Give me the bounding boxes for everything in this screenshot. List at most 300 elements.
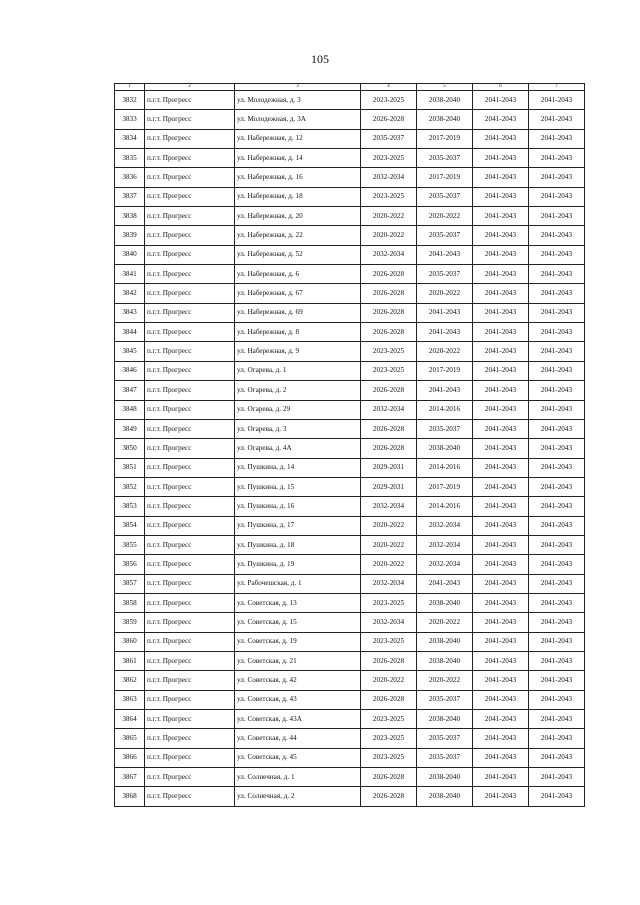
row-number: 3847	[115, 381, 145, 400]
settlement-cell: п.г.т. Прогресс	[145, 516, 235, 535]
settlement-cell: п.г.т. Прогресс	[145, 671, 235, 690]
settlement-cell: п.г.т. Прогресс	[145, 207, 235, 226]
period-cell: 2041-2043	[529, 632, 585, 651]
period-cell: 2029-2031	[361, 477, 417, 496]
period-cell: 2041-2043	[529, 245, 585, 264]
period-cell: 2041-2043	[473, 690, 529, 709]
period-cell: 2023-2025	[361, 729, 417, 748]
row-number: 3843	[115, 303, 145, 322]
row-number: 3860	[115, 632, 145, 651]
period-cell: 2041-2043	[473, 516, 529, 535]
period-cell: 2023-2025	[361, 593, 417, 612]
period-cell: 2041-2043	[417, 323, 473, 342]
address-cell: ул. Пушкина, д. 19	[235, 555, 361, 574]
period-cell: 2041-2043	[473, 574, 529, 593]
period-cell: 2041-2043	[529, 226, 585, 245]
settlement-cell: п.г.т. Прогресс	[145, 245, 235, 264]
table-row	[115, 381, 585, 400]
period-cell: 2041-2043	[529, 129, 585, 148]
settlement-cell: п.г.т. Прогресс	[145, 497, 235, 516]
row-number: 3858	[115, 593, 145, 612]
settlement-cell: п.г.т. Прогресс	[145, 323, 235, 342]
period-cell: 2041-2043	[529, 787, 585, 806]
period-cell: 2014-2016	[417, 458, 473, 477]
table-row	[115, 574, 585, 593]
period-cell: 2041-2043	[473, 265, 529, 284]
period-cell: 2014-2016	[417, 400, 473, 419]
address-cell: ул. Пушкина, д. 14	[235, 458, 361, 477]
row-number: 3864	[115, 710, 145, 729]
period-cell: 2041-2043	[529, 439, 585, 458]
row-number: 3852	[115, 477, 145, 496]
period-cell: 2026-2028	[361, 787, 417, 806]
period-cell: 2041-2043	[529, 110, 585, 129]
period-cell: 2035-2037	[417, 265, 473, 284]
period-cell: 2020-2022	[417, 613, 473, 632]
period-cell: 2041-2043	[417, 381, 473, 400]
row-number: 3834	[115, 129, 145, 148]
row-number: 3846	[115, 361, 145, 380]
period-cell: 2026-2028	[361, 110, 417, 129]
period-cell: 2041-2043	[529, 574, 585, 593]
row-number: 3859	[115, 613, 145, 632]
period-cell: 2032-2034	[361, 400, 417, 419]
address-cell: ул. Советская, д. 13	[235, 593, 361, 612]
period-cell: 2041-2043	[473, 342, 529, 361]
table-row	[115, 516, 585, 535]
period-cell: 2026-2028	[361, 690, 417, 709]
period-cell: 2032-2034	[361, 574, 417, 593]
period-cell: 2020-2022	[361, 516, 417, 535]
table-row	[115, 168, 585, 187]
period-cell: 2041-2043	[529, 497, 585, 516]
row-number: 3853	[115, 497, 145, 516]
row-number: 3848	[115, 400, 145, 419]
period-cell: 2041-2043	[529, 535, 585, 554]
settlement-cell: п.г.т. Прогресс	[145, 129, 235, 148]
period-cell: 2035-2037	[417, 187, 473, 206]
row-number: 3840	[115, 245, 145, 264]
period-cell: 2029-2031	[361, 458, 417, 477]
settlement-cell: п.г.т. Прогресс	[145, 439, 235, 458]
period-cell: 2026-2028	[361, 381, 417, 400]
address-cell: ул. Рабочешская, д. 1	[235, 574, 361, 593]
row-number: 3835	[115, 149, 145, 168]
period-cell: 2041-2043	[529, 516, 585, 535]
period-cell: 2041-2043	[473, 419, 529, 438]
period-cell: 2041-2043	[529, 729, 585, 748]
period-cell: 2041-2043	[473, 768, 529, 787]
period-cell: 2041-2043	[417, 245, 473, 264]
table-row	[115, 729, 585, 748]
row-number: 3851	[115, 458, 145, 477]
period-cell: 2041-2043	[473, 91, 529, 110]
period-cell: 2041-2043	[529, 768, 585, 787]
settlement-cell: п.г.т. Прогресс	[145, 477, 235, 496]
period-cell: 2041-2043	[529, 168, 585, 187]
table-row	[115, 671, 585, 690]
period-cell: 2041-2043	[529, 651, 585, 670]
column-header: 5	[417, 84, 473, 91]
column-header: 2	[145, 84, 235, 91]
period-cell: 2020-2022	[417, 207, 473, 226]
row-number: 3850	[115, 439, 145, 458]
period-cell: 2026-2028	[361, 303, 417, 322]
period-cell: 2041-2043	[473, 439, 529, 458]
period-cell: 2023-2025	[361, 632, 417, 651]
period-cell: 2041-2043	[529, 710, 585, 729]
table-row	[115, 110, 585, 129]
table-row	[115, 400, 585, 419]
period-cell: 2035-2037	[417, 690, 473, 709]
period-cell: 2041-2043	[529, 265, 585, 284]
address-cell: ул. Солнечная, д. 2	[235, 787, 361, 806]
settlement-cell: п.г.т. Прогресс	[145, 651, 235, 670]
period-cell: 2041-2043	[529, 593, 585, 612]
period-cell: 2035-2037	[361, 129, 417, 148]
settlement-cell: п.г.т. Прогресс	[145, 149, 235, 168]
address-cell: ул. Советская, д. 44	[235, 729, 361, 748]
period-cell: 2023-2025	[361, 361, 417, 380]
settlement-cell: п.г.т. Прогресс	[145, 593, 235, 612]
period-cell: 2038-2040	[417, 651, 473, 670]
address-cell: ул. Советская, д. 45	[235, 748, 361, 767]
table-row	[115, 632, 585, 651]
period-cell: 2020-2022	[417, 342, 473, 361]
period-cell: 2041-2043	[529, 671, 585, 690]
column-header: 7	[529, 84, 585, 91]
period-cell: 2020-2022	[361, 555, 417, 574]
period-cell: 2041-2043	[529, 323, 585, 342]
table-row	[115, 651, 585, 670]
settlement-cell: п.г.т. Прогресс	[145, 168, 235, 187]
table-header	[115, 84, 585, 91]
period-cell: 2020-2022	[417, 671, 473, 690]
table-row	[115, 265, 585, 284]
period-cell: 2026-2028	[361, 651, 417, 670]
period-cell: 2017-2019	[417, 129, 473, 148]
row-number: 3844	[115, 323, 145, 342]
row-number: 3867	[115, 768, 145, 787]
period-cell: 2020-2022	[361, 207, 417, 226]
address-cell: ул. Набережная, д. 52	[235, 245, 361, 264]
address-cell: ул. Пушкина, д. 17	[235, 516, 361, 535]
table-row	[115, 207, 585, 226]
address-cell: ул. Огарева, д. 3	[235, 419, 361, 438]
period-cell: 2032-2034	[361, 497, 417, 516]
row-number: 3865	[115, 729, 145, 748]
period-cell: 2041-2043	[529, 342, 585, 361]
period-cell: 2038-2040	[417, 787, 473, 806]
period-cell: 2017-2019	[417, 361, 473, 380]
column-number-row	[115, 84, 585, 91]
period-cell: 2041-2043	[529, 477, 585, 496]
row-number: 3862	[115, 671, 145, 690]
period-cell: 2023-2025	[361, 342, 417, 361]
table-row	[115, 187, 585, 206]
address-cell: ул. Набережная, д. 18	[235, 187, 361, 206]
period-cell: 2041-2043	[473, 303, 529, 322]
period-cell: 2041-2043	[473, 710, 529, 729]
address-cell: ул. Солнечная, д. 1	[235, 768, 361, 787]
address-cell: ул. Набережная, д. 22	[235, 226, 361, 245]
period-cell: 2026-2028	[361, 265, 417, 284]
table-row	[115, 284, 585, 303]
period-cell: 2041-2043	[473, 284, 529, 303]
period-cell: 2041-2043	[473, 110, 529, 129]
address-cell: ул. Набережная, д. 69	[235, 303, 361, 322]
table-row	[115, 748, 585, 767]
period-cell: 2041-2043	[529, 458, 585, 477]
period-cell: 2038-2040	[417, 439, 473, 458]
table-row	[115, 91, 585, 110]
address-cell: ул. Огарева, д. 4А	[235, 439, 361, 458]
table-row	[115, 245, 585, 264]
period-cell: 2023-2025	[361, 187, 417, 206]
table-row	[115, 323, 585, 342]
period-cell: 2026-2028	[361, 284, 417, 303]
table-row	[115, 768, 585, 787]
period-cell: 2041-2043	[529, 361, 585, 380]
period-cell: 2026-2028	[361, 768, 417, 787]
period-cell: 2041-2043	[473, 497, 529, 516]
column-header: 1	[115, 84, 145, 91]
period-cell: 2041-2043	[473, 323, 529, 342]
period-cell: 2032-2034	[361, 245, 417, 264]
row-number: 3836	[115, 168, 145, 187]
address-cell: ул. Молодежная, д. 3А	[235, 110, 361, 129]
column-header: 4	[361, 84, 417, 91]
period-cell: 2023-2025	[361, 710, 417, 729]
period-cell: 2035-2037	[417, 419, 473, 438]
period-cell: 2041-2043	[473, 245, 529, 264]
period-cell: 2041-2043	[529, 303, 585, 322]
settlement-cell: п.г.т. Прогресс	[145, 768, 235, 787]
period-cell: 2038-2040	[417, 632, 473, 651]
address-cell: ул. Пушкина, д. 16	[235, 497, 361, 516]
period-cell: 2041-2043	[529, 381, 585, 400]
address-cell: ул. Советская, д. 42	[235, 671, 361, 690]
table-row	[115, 710, 585, 729]
settlement-cell: п.г.т. Прогресс	[145, 613, 235, 632]
settlement-cell: п.г.т. Прогресс	[145, 690, 235, 709]
period-cell: 2041-2043	[529, 400, 585, 419]
period-cell: 2035-2037	[417, 729, 473, 748]
settlement-cell: п.г.т. Прогресс	[145, 574, 235, 593]
period-cell: 2041-2043	[473, 593, 529, 612]
row-number: 3857	[115, 574, 145, 593]
period-cell: 2041-2043	[529, 207, 585, 226]
table-row	[115, 303, 585, 322]
table-row	[115, 439, 585, 458]
period-cell: 2041-2043	[473, 187, 529, 206]
row-number: 3838	[115, 207, 145, 226]
table-row	[115, 593, 585, 612]
address-cell: ул. Советская, д. 15	[235, 613, 361, 632]
address-cell: ул. Пушкина, д. 15	[235, 477, 361, 496]
settlement-cell: п.г.т. Прогресс	[145, 400, 235, 419]
row-number: 3854	[115, 516, 145, 535]
period-cell: 2038-2040	[417, 593, 473, 612]
period-cell: 2017-2019	[417, 168, 473, 187]
period-cell: 2041-2043	[473, 651, 529, 670]
period-cell: 2041-2043	[473, 168, 529, 187]
table-row	[115, 497, 585, 516]
column-header: 3	[235, 84, 361, 91]
period-cell: 2038-2040	[417, 710, 473, 729]
period-cell: 2041-2043	[473, 632, 529, 651]
settlement-cell: п.г.т. Прогресс	[145, 535, 235, 554]
address-cell: ул. Молодежная, д. 3	[235, 91, 361, 110]
settlement-cell: п.г.т. Прогресс	[145, 419, 235, 438]
period-cell: 2026-2028	[361, 439, 417, 458]
row-number: 3832	[115, 91, 145, 110]
address-cell: ул. Огарева, д. 1	[235, 361, 361, 380]
period-cell: 2041-2043	[529, 419, 585, 438]
settlement-cell: п.г.т. Прогресс	[145, 342, 235, 361]
period-cell: 2041-2043	[529, 748, 585, 767]
settlement-cell: п.г.т. Прогресс	[145, 458, 235, 477]
address-cell: ул. Огарева, д. 2	[235, 381, 361, 400]
settlement-cell: п.г.т. Прогресс	[145, 284, 235, 303]
table-row	[115, 787, 585, 806]
row-number: 3841	[115, 265, 145, 284]
row-number: 3839	[115, 226, 145, 245]
address-cell: ул. Огарева, д. 29	[235, 400, 361, 419]
period-cell: 2041-2043	[473, 477, 529, 496]
settlement-cell: п.г.т. Прогресс	[145, 361, 235, 380]
period-cell: 2041-2043	[473, 748, 529, 767]
table-row	[115, 458, 585, 477]
table-row	[115, 226, 585, 245]
settlement-cell: п.г.т. Прогресс	[145, 91, 235, 110]
period-cell: 2041-2043	[529, 613, 585, 632]
settlement-cell: п.г.т. Прогресс	[145, 187, 235, 206]
period-cell: 2038-2040	[417, 110, 473, 129]
row-number: 3861	[115, 651, 145, 670]
period-cell: 2038-2040	[417, 768, 473, 787]
period-cell: 2020-2022	[417, 284, 473, 303]
settlement-cell: п.г.т. Прогресс	[145, 265, 235, 284]
period-cell: 2041-2043	[473, 400, 529, 419]
period-cell: 2023-2025	[361, 91, 417, 110]
period-cell: 2041-2043	[417, 303, 473, 322]
table-row	[115, 419, 585, 438]
period-cell: 2041-2043	[529, 284, 585, 303]
period-cell: 2026-2028	[361, 419, 417, 438]
period-cell: 2035-2037	[417, 226, 473, 245]
period-cell: 2041-2043	[473, 787, 529, 806]
period-cell: 2041-2043	[529, 149, 585, 168]
table-row	[115, 613, 585, 632]
table-row	[115, 129, 585, 148]
settlement-cell: п.г.т. Прогресс	[145, 381, 235, 400]
settlement-cell: п.г.т. Прогресс	[145, 632, 235, 651]
row-number: 3866	[115, 748, 145, 767]
row-number: 3856	[115, 555, 145, 574]
row-number: 3837	[115, 187, 145, 206]
row-number: 3833	[115, 110, 145, 129]
address-cell: ул. Советская, д. 19	[235, 632, 361, 651]
settlement-cell: п.г.т. Прогресс	[145, 787, 235, 806]
period-cell: 2041-2043	[473, 149, 529, 168]
table-row	[115, 690, 585, 709]
address-cell: ул. Набережная, д. 14	[235, 149, 361, 168]
address-cell: ул. Советская, д. 43	[235, 690, 361, 709]
row-number: 3868	[115, 787, 145, 806]
period-cell: 2041-2043	[529, 555, 585, 574]
address-cell: ул. Набережная, д. 12	[235, 129, 361, 148]
address-cell: ул. Пушкина, д. 18	[235, 535, 361, 554]
settlement-cell: п.г.т. Прогресс	[145, 555, 235, 574]
period-cell: 2032-2034	[361, 168, 417, 187]
period-cell: 2023-2025	[361, 149, 417, 168]
registry-table	[114, 83, 585, 807]
settlement-cell: п.г.т. Прогресс	[145, 748, 235, 767]
table-row	[115, 477, 585, 496]
page-number: 105	[311, 52, 329, 66]
period-cell: 2041-2043	[473, 381, 529, 400]
period-cell: 2020-2022	[361, 535, 417, 554]
period-cell: 2032-2034	[361, 613, 417, 632]
address-cell: ул. Набережная, д. 8	[235, 323, 361, 342]
period-cell: 2014-2016	[417, 497, 473, 516]
row-number: 3855	[115, 535, 145, 554]
address-cell: ул. Набережная, д. 6	[235, 265, 361, 284]
period-cell: 2041-2043	[473, 535, 529, 554]
period-cell: 2041-2043	[529, 187, 585, 206]
period-cell: 2041-2043	[473, 129, 529, 148]
table-row	[115, 361, 585, 380]
period-cell: 2038-2040	[417, 91, 473, 110]
period-cell: 2032-2034	[417, 516, 473, 535]
period-cell: 2017-2019	[417, 477, 473, 496]
address-cell: ул. Набережная, д. 16	[235, 168, 361, 187]
period-cell: 2041-2043	[473, 555, 529, 574]
settlement-cell: п.г.т. Прогресс	[145, 729, 235, 748]
period-cell: 2032-2034	[417, 555, 473, 574]
period-cell: 2020-2022	[361, 671, 417, 690]
table-body	[115, 91, 585, 807]
period-cell: 2041-2043	[529, 690, 585, 709]
table-row	[115, 149, 585, 168]
row-number: 3863	[115, 690, 145, 709]
row-number: 3842	[115, 284, 145, 303]
settlement-cell: п.г.т. Прогресс	[145, 303, 235, 322]
table-row	[115, 342, 585, 361]
period-cell: 2041-2043	[473, 671, 529, 690]
period-cell: 2035-2037	[417, 149, 473, 168]
period-cell: 2035-2037	[417, 748, 473, 767]
settlement-cell: п.г.т. Прогресс	[145, 110, 235, 129]
settlement-cell: п.г.т. Прогресс	[145, 226, 235, 245]
period-cell: 2041-2043	[473, 729, 529, 748]
table-row	[115, 555, 585, 574]
period-cell: 2023-2025	[361, 748, 417, 767]
address-cell: ул. Набережная, д. 20	[235, 207, 361, 226]
period-cell: 2041-2043	[417, 574, 473, 593]
address-cell: ул. Советская, д. 21	[235, 651, 361, 670]
address-cell: ул. Набережная, д. 67	[235, 284, 361, 303]
period-cell: 2041-2043	[473, 361, 529, 380]
row-number: 3849	[115, 419, 145, 438]
address-cell: ул. Советская, д. 43А	[235, 710, 361, 729]
period-cell: 2032-2034	[417, 535, 473, 554]
address-cell: ул. Набережная, д. 9	[235, 342, 361, 361]
period-cell: 2041-2043	[529, 91, 585, 110]
table-row	[115, 535, 585, 554]
period-cell: 2041-2043	[473, 458, 529, 477]
